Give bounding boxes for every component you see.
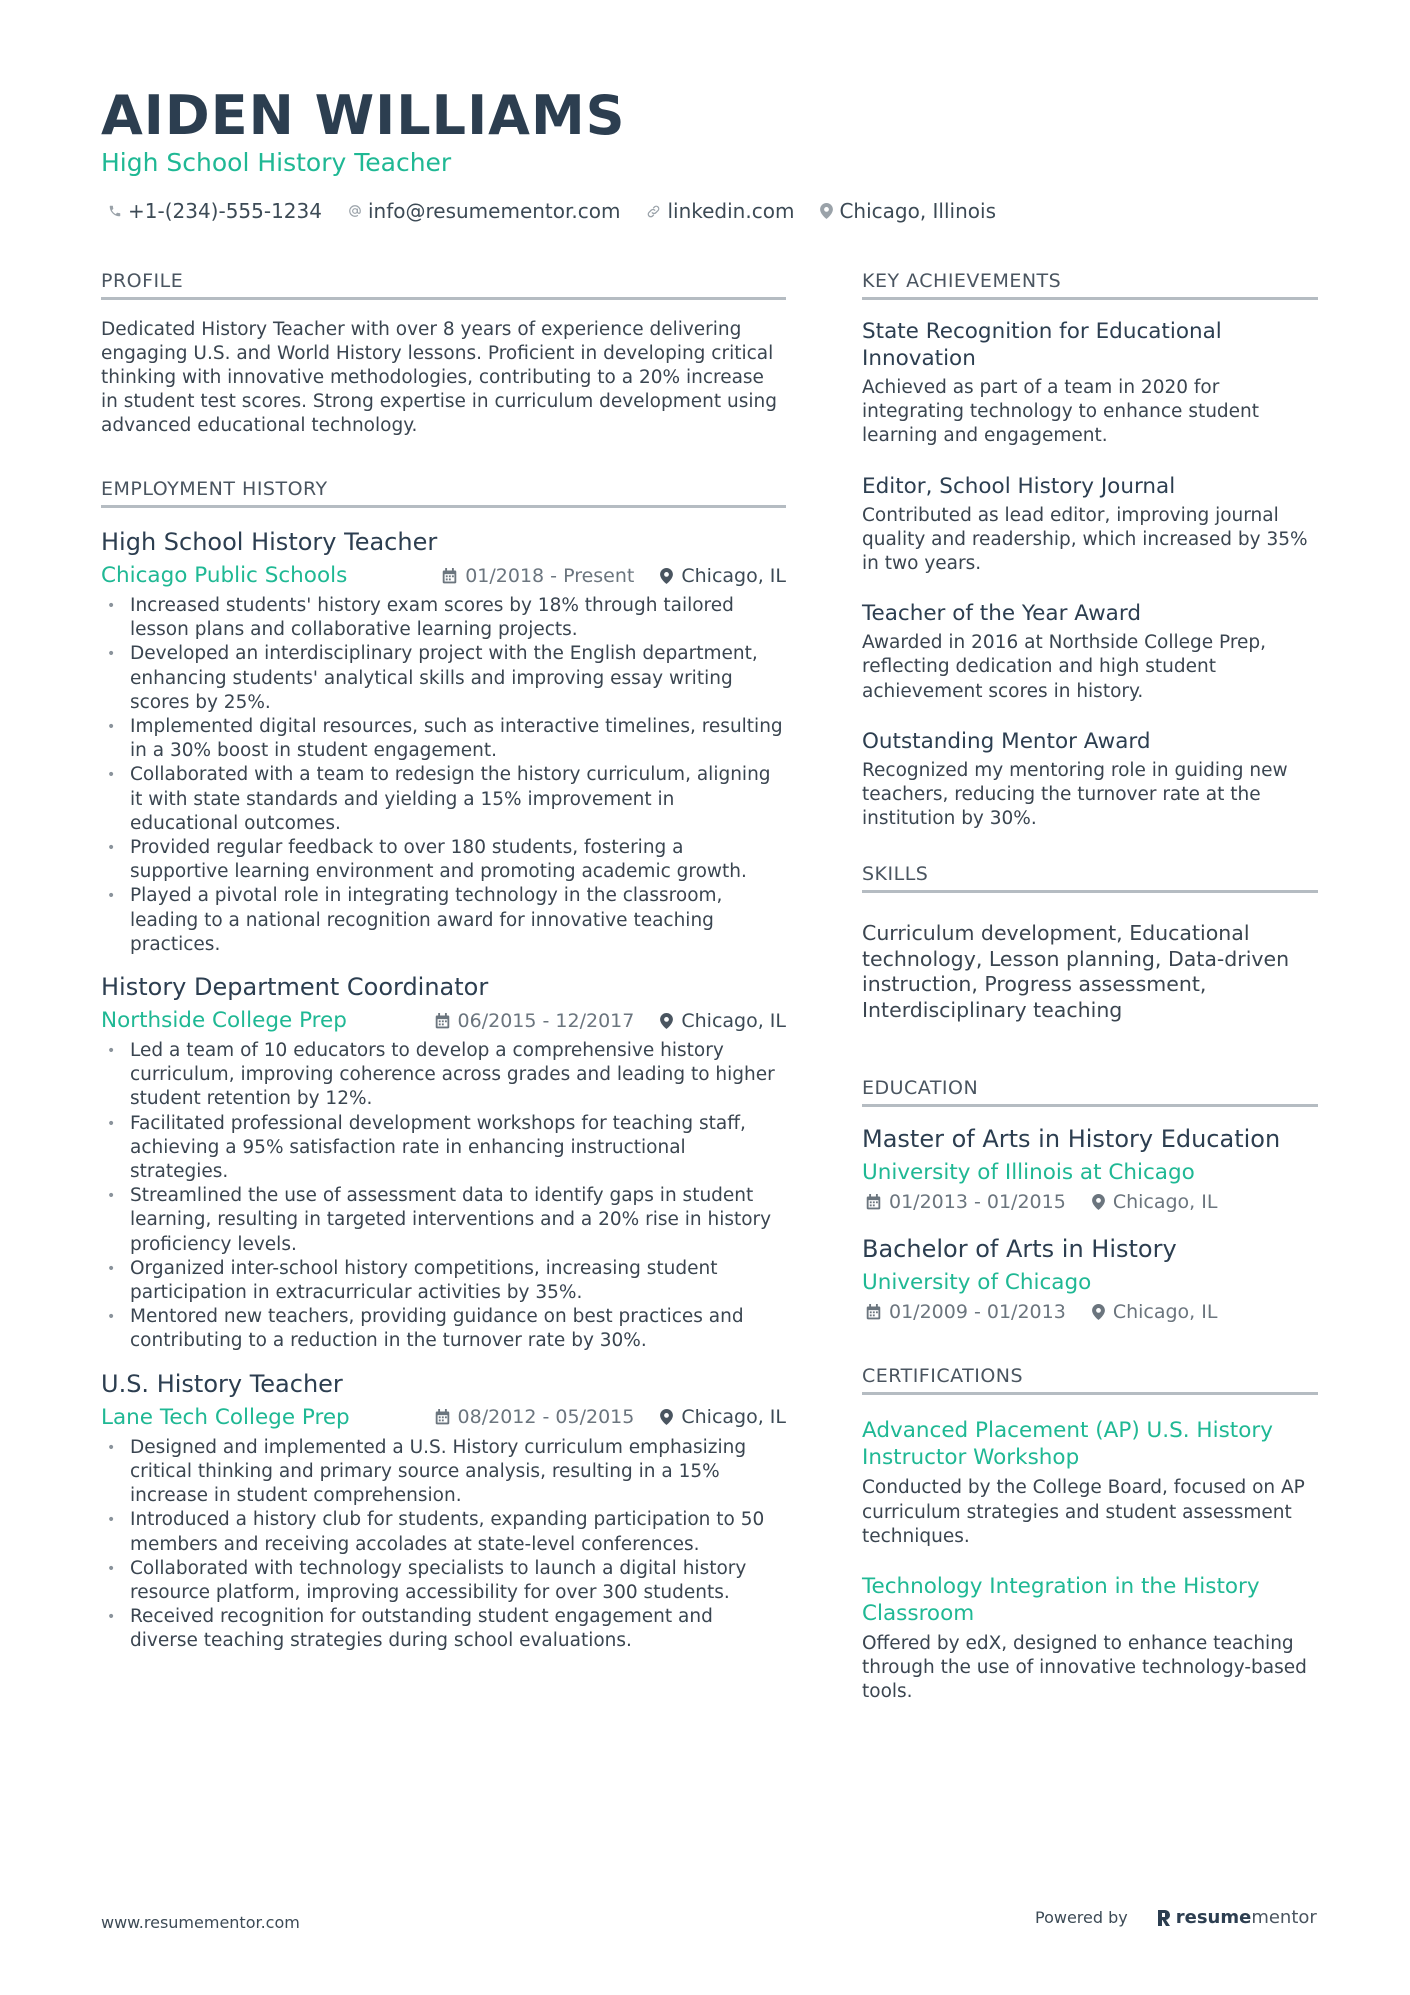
phone-text: +1-(234)-555-1234 — [128, 199, 322, 223]
certifications-section — [862, 1365, 1318, 1704]
list-item: • Collaborated with technology specialists to launch a digital history resource platform, improving accessibility for over 300 students. — [101, 1557, 786, 1605]
list-item: • Received recognition for outstanding student engagement and diverse teaching strategies during school evaluations. — [101, 1605, 786, 1653]
job-bullets — [101, 1436, 786, 1654]
job-company: Lane Tech College Prep — [101, 1404, 350, 1430]
calendar-icon — [866, 1304, 881, 1320]
list-item: • Mentored new teachers, providing guidance on best practices and contributing to a reduction in the turnover rate by 30%. — [101, 1305, 786, 1353]
right-column — [862, 270, 1318, 1729]
education-heading: EDUCATION — [862, 1077, 1318, 1107]
job-meta — [101, 563, 786, 588]
achievements-heading: KEY ACHIEVEMENTS — [862, 270, 1318, 300]
phone-icon — [108, 204, 122, 218]
list-item: • Streamlined the use of assessment data to identify gaps in student learning, resulting in targeted interventions and a 20% rise in history proficiency levels. — [101, 1184, 786, 1257]
certification-title: Advanced Placement (AP) U.S. History Instructor Workshop — [862, 1418, 1273, 1471]
contact-email[interactable] — [348, 199, 620, 223]
education-meta — [862, 1301, 1318, 1323]
job-company: Chicago Public Schools — [101, 563, 348, 588]
job-title: High School History Teacher — [101, 528, 438, 556]
achievements-section — [862, 270, 1318, 831]
achievement-title: Outstanding Mentor Award — [862, 728, 1151, 754]
job-location — [660, 1406, 786, 1428]
achievement-desc: Achieved as part of a team in 2020 for integrating technology to enhance student learning and engagement. — [862, 377, 1260, 447]
candidate-title: High School History Teacher — [101, 148, 452, 177]
at-icon — [348, 204, 362, 218]
education-section — [862, 1077, 1318, 1323]
education-degree: Bachelor of Arts in History — [862, 1235, 1177, 1264]
list-item: • Designed and implemented a U.S. History curriculum emphasizing critical thinking and primary source analysis, resulting in a 15% increase in student comprehension. — [101, 1436, 786, 1509]
certification-title: Technology Integration in the History Classroom — [862, 1574, 1260, 1627]
list-item: • Implemented digital resources, such as interactive timelines, resulting in a 30% boost in student engagement. — [101, 715, 786, 763]
education-item — [862, 1235, 1318, 1323]
employment-section — [101, 478, 786, 1654]
list-item: • Collaborated with a team to redesign the history curriculum, aligning it with state standards and yielding a 15% improvement in educational outcomes. — [101, 763, 786, 836]
achievement-desc: Awarded in 2016 at Northside College Prep, reflecting dedication and high student achievement scores in history. — [862, 632, 1267, 702]
list-item: • Led a team of 10 educators to develop a comprehensive history curriculum, improving coherence across grades and leading to higher student retention by 12%. — [101, 1039, 786, 1112]
map-pin-icon — [1092, 1194, 1105, 1210]
location-text: Chicago, Illinois — [839, 199, 996, 223]
job-location-text: Chicago, IL — [681, 564, 786, 587]
powered-by-label: Powered by — [1035, 1908, 1128, 1927]
education-dates-text: 01/2009 - 01/2013 — [889, 1301, 1066, 1324]
achievement-title: Teacher of the Year Award — [862, 601, 1141, 627]
job-dates-text: 08/2012 - 05/2015 — [457, 1406, 635, 1429]
calendar-icon — [435, 1409, 450, 1425]
resumementor-logo-icon — [1156, 1908, 1172, 1928]
skills-heading: SKILLS — [862, 863, 1318, 893]
job-meta — [101, 1008, 786, 1033]
job-entry — [101, 1370, 786, 1654]
education-dates — [866, 1191, 1066, 1213]
job-dates — [435, 1010, 635, 1032]
job-title: U.S. History Teacher — [101, 1369, 343, 1398]
calendar-icon — [435, 1013, 450, 1029]
certification-desc: Offered by edX, designed to enhance teaching through the use of innovative technology-based tools. — [862, 1633, 1307, 1703]
map-pin-icon — [820, 203, 833, 219]
list-item: • Provided regular feedback to over 180 students, fostering a supportive learning environment and promoting academic growth. — [101, 836, 786, 884]
candidate-name: AIDEN WILLIAMS — [101, 84, 626, 147]
job-dates — [435, 1406, 635, 1428]
brand-bold: resume — [1175, 1907, 1252, 1928]
job-dates-text: 06/2015 - 12/2017 — [457, 1009, 635, 1032]
map-pin-icon — [660, 1013, 673, 1029]
achievement-item — [862, 600, 1318, 704]
contact-bar — [108, 199, 1022, 223]
linkedin-text: linkedin.com — [667, 199, 795, 223]
left-column — [101, 270, 786, 1670]
profile-text: Dedicated History Teacher with over 8 years of experience delivering engaging U.S. and World History lessons. Proficient in developing critical thinking with innovative methodologies, contributing to a 20% increase in student test scores. Strong expertise in curriculum development using advanced educational technology. — [101, 319, 777, 436]
job-dates-text: 01/2018 - Present — [465, 564, 635, 587]
map-pin-icon — [1092, 1304, 1105, 1320]
list-item: • Played a pivotal role in integrating technology in the classroom, leading to a national recognition award for innovative teaching practices. — [101, 884, 786, 957]
map-pin-icon — [660, 1409, 673, 1425]
email-text: info@resumementor.com — [367, 199, 621, 223]
employment-heading: EMPLOYMENT HISTORY — [101, 478, 786, 508]
certification-item — [862, 1417, 1318, 1549]
job-title: History Department Coordinator — [101, 973, 489, 1002]
education-dates-text: 01/2013 - 01/2015 — [889, 1191, 1066, 1214]
job-location — [660, 565, 786, 587]
contact-location — [820, 199, 996, 223]
job-location — [660, 1010, 786, 1032]
achievement-title: Editor, School History Journal — [862, 473, 1176, 499]
brand-logo[interactable] — [1156, 1907, 1317, 1928]
certification-desc: Conducted by the College Board, focused on AP curriculum strategies and student assessment techniques. — [862, 1477, 1305, 1547]
profile-section — [101, 270, 786, 438]
education-school: University of Illinois at Chicago — [862, 1160, 1195, 1186]
brand-light: mentor — [1251, 1907, 1317, 1928]
footer-brand — [1035, 1907, 1317, 1928]
job-bullets — [101, 1039, 786, 1354]
list-item: • Increased students' history exam scores by 18% through tailored lesson plans and collaborative learning projects. — [101, 594, 786, 642]
map-pin-icon — [660, 568, 673, 584]
job-entry — [101, 973, 786, 1354]
list-item: • Developed an interdisciplinary project with the English department, enhancing students' analytical skills and improving essay writing scores by 25%. — [101, 642, 786, 715]
job-entry — [101, 528, 786, 957]
job-location-text: Chicago, IL — [681, 1406, 786, 1429]
achievement-item — [862, 473, 1318, 577]
achievement-title: State Recognition for Educational Innovation — [862, 319, 1222, 371]
achievement-desc: Contributed as lead editor, improving journal quality and readership, which increased by 35% in two years. — [862, 504, 1308, 575]
education-meta — [862, 1191, 1318, 1213]
skills-text: Curriculum development, Educational technology, Lesson planning, Data-driven instruction, Progress assessment, Interdisciplinary teaching — [862, 921, 1290, 1022]
link-icon — [646, 204, 661, 219]
achievement-item — [862, 318, 1318, 449]
education-school: University of Chicago — [862, 1270, 1092, 1296]
list-item: • Introduced a history club for students, expanding participation to 50 members and receiving accolades at state-level conferences. — [101, 1508, 786, 1556]
calendar-icon — [866, 1194, 881, 1210]
job-dates — [442, 565, 634, 587]
achievement-item — [862, 728, 1318, 832]
job-meta-right — [409, 1010, 786, 1032]
education-location-text: Chicago, IL — [1112, 1191, 1218, 1214]
achievement-desc: Recognized my mentoring role in guiding new teachers, reducing the turnover rate at the institution by 30%. — [862, 759, 1288, 830]
education-location — [1092, 1191, 1218, 1213]
education-location-text: Chicago, IL — [1112, 1301, 1218, 1324]
education-degree: Master of Arts in History Education — [862, 1125, 1281, 1154]
job-meta — [101, 1405, 786, 1430]
profile-heading: PROFILE — [101, 270, 786, 300]
contact-phone — [108, 199, 322, 223]
certification-item — [862, 1573, 1318, 1705]
list-item: • Organized inter-school history competitions, increasing student participation in extracurricular activities by 35%. — [101, 1257, 786, 1305]
job-meta-right — [409, 1406, 786, 1428]
job-bullets — [101, 594, 786, 957]
job-company: Northside College Prep — [101, 1008, 347, 1034]
certifications-heading: CERTIFICATIONS — [862, 1365, 1318, 1395]
calendar-icon — [442, 568, 457, 584]
job-meta-right — [416, 565, 786, 587]
skills-section — [862, 863, 1318, 1023]
list-item: • Facilitated professional development workshops for teaching staff, achieving a 95% satisfaction rate in enhancing instructional strategies. — [101, 1112, 786, 1185]
education-dates — [866, 1301, 1066, 1323]
job-location-text: Chicago, IL — [681, 1009, 786, 1032]
education-location — [1092, 1301, 1218, 1323]
education-item — [862, 1125, 1318, 1213]
footer-website[interactable]: www.resumementor.com — [101, 1913, 300, 1932]
contact-linkedin[interactable] — [646, 199, 794, 223]
